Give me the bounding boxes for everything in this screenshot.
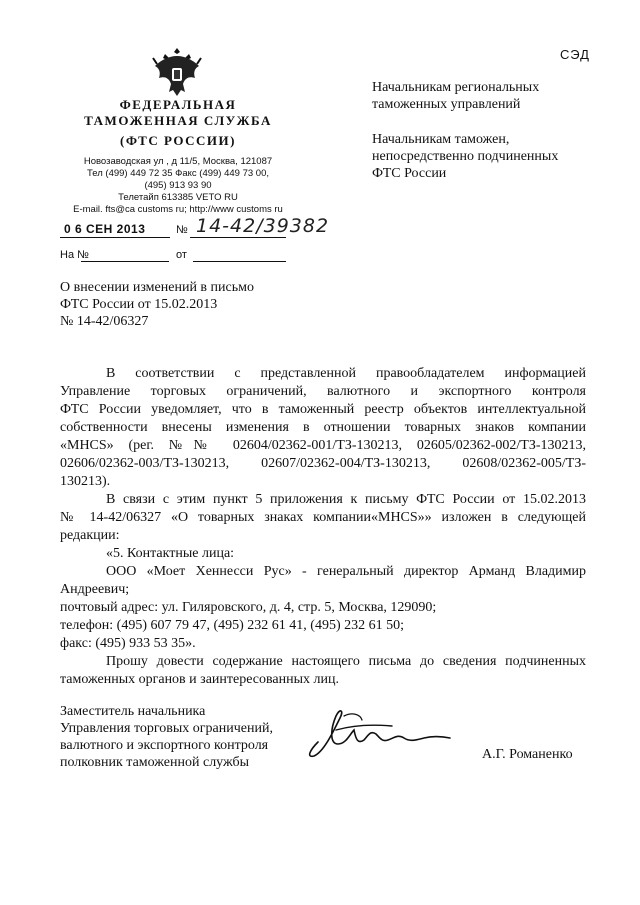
org-address: Новозаводская ул , д 11/5, Москва, 121087 [83, 156, 273, 167]
body-line: В связи с этим пункт 5 приложения к письму ФТС России от 15.02.2013 [106, 492, 586, 507]
body-line: Прошу довести содержание настоящего письма до сведения подчиненных [106, 654, 586, 669]
quote-line: ООО «Моет Хеннесси Рус» - генеральный директор Арманд Владимир [106, 564, 586, 579]
date-underline [60, 237, 170, 238]
subject-line: О внесении изменений в письмо [60, 280, 254, 295]
body-line: Управление торговых ограничений, валютного и экспортного контроля [60, 384, 586, 399]
body-line: ФТС России уведомляет, что в таможенный реестр объектов интеллектуальной [60, 402, 586, 417]
org-teletype: Телетайп 613385 VETO RU [118, 192, 238, 203]
body-line: «MHCS» (рег. №№ 02604/02362-001/ТЗ-130213, 02605/02362-002/ТЗ-130213, [60, 438, 586, 453]
sed-mark: СЭД [560, 47, 590, 62]
body-line: 130213). [60, 474, 111, 489]
body-line: собственности внесены изменения в отношении товарных знаков компании [60, 420, 586, 435]
org-abbreviation: (ФТС РОССИИ) [120, 133, 236, 148]
addressee-line: непосредственно подчиненных [372, 149, 559, 164]
reply-number-underline [81, 261, 169, 262]
body-line: таможенных органов и заинтересованных лиц. [60, 672, 339, 687]
body-line: 02606/02362-003/ТЗ-130213, 02607/02362-004/ТЗ-130213, 02608/02362-005/ТЗ- [60, 456, 586, 471]
signatory-title: валютного и экспортного контроля [60, 738, 269, 753]
org-email: E-mail. fts@ca customs ru; http://www customs ru [73, 204, 283, 215]
number-underline [190, 237, 286, 238]
signatory-title: Управления торговых ограничений, [60, 721, 273, 736]
addressee-line: Начальникам региональных [372, 80, 540, 95]
org-phones: Тел (499) 449 72 35 Факс (499) 449 73 00, [86, 168, 270, 179]
registration-date: 0 6 СЕН 2013 [64, 222, 146, 236]
body-line: редакции: [60, 528, 120, 543]
subject-line: № 14-42/06327 [60, 314, 149, 329]
quote-line: почтовый адрес: ул. Гиляровского, д. 4, стр. 5, Москва, 129090; [60, 600, 437, 615]
reply-to-number-label: На № [60, 249, 89, 261]
quote-line: телефон: (495) 607 79 47, (495) 232 61 41, (495) 232 61 50; [60, 618, 405, 633]
signatory-title: Заместитель начальника [60, 704, 206, 719]
org-phone: (495) 913 93 90 [144, 180, 212, 191]
registration-number: 14-42/39382 [196, 215, 330, 237]
reply-date-label: от [176, 249, 187, 261]
signatory-title: полковник таможенной службы [60, 755, 250, 770]
body-line: В соответствии с представленной правообладателем информацией [106, 366, 586, 381]
signatory-name: А.Г. Романенко [482, 747, 573, 762]
number-label: № [176, 224, 188, 236]
handwritten-signature-icon [300, 700, 465, 770]
reply-date-underline [193, 261, 286, 262]
quote-line: «5. Контактные лица: [106, 546, 235, 561]
coat-of-arms-icon [151, 44, 203, 100]
addressee-line: таможенных управлений [372, 97, 521, 112]
addressee-line: ФТС России [372, 166, 447, 181]
body-line: № 14-42/06327 «О товарных знаках компании«MHCS»» изложен в следующей [60, 510, 586, 525]
subject-line: ФТС России от 15.02.2013 [60, 297, 218, 312]
quote-line: Андреевич; [60, 582, 130, 597]
addressee-line: Начальникам таможен, [372, 132, 510, 147]
quote-line: факс: (495) 933 53 35». [60, 636, 196, 651]
org-name: ТАМОЖЕННАЯ СЛУЖБА [84, 113, 272, 128]
org-name: ФЕДЕРАЛЬНАЯ [119, 97, 237, 112]
